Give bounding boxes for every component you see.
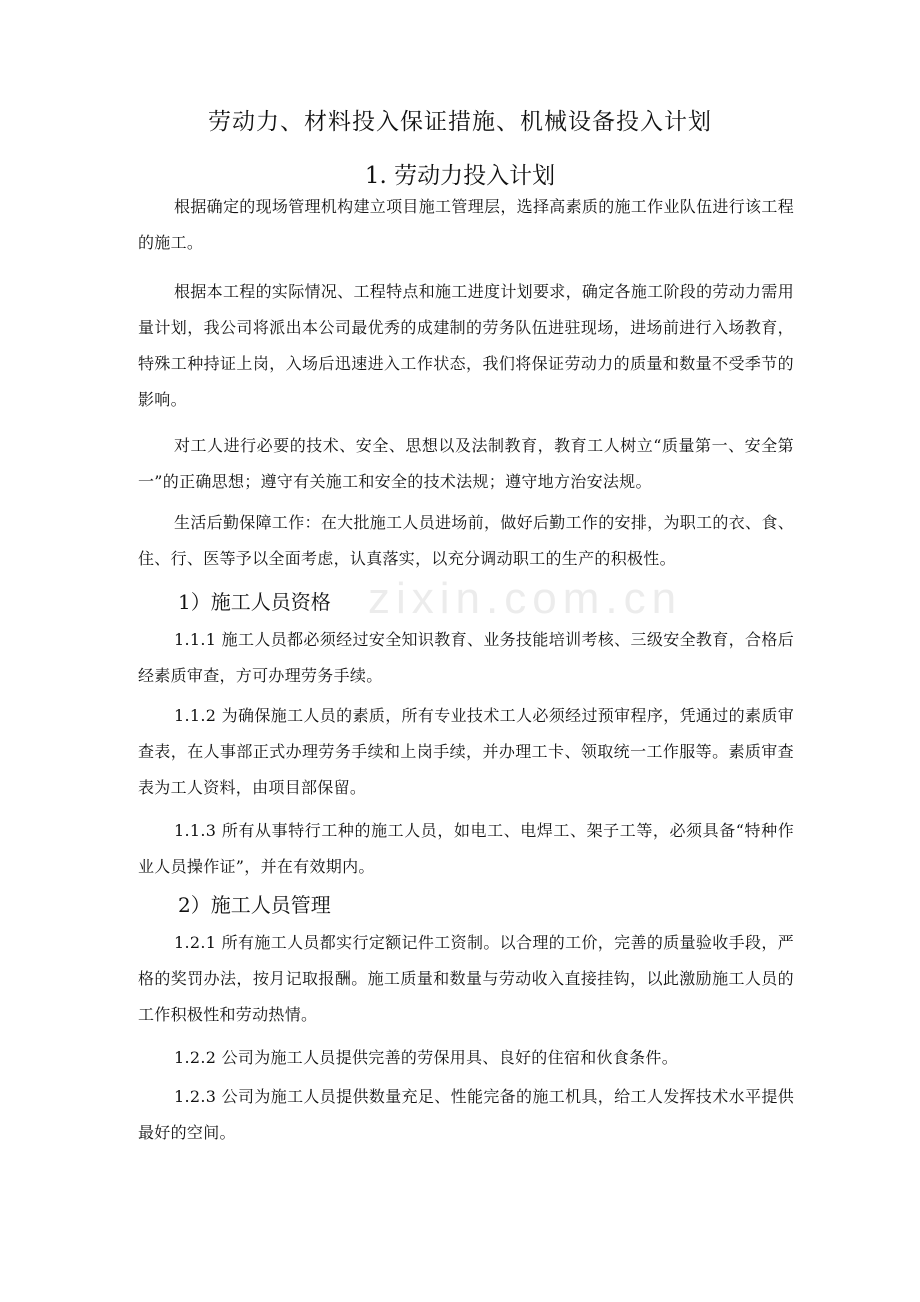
list-item: 1.2.3 公司为施工人员提供数量充足、性能完备的施工机具，给工人发挥技术水平提供最好的空间。 (138, 1087, 794, 1142)
subsection-heading: 2）施工人员管理 (178, 893, 331, 917)
list-item: 1.1.2 为确保施工人员的素质，所有专业技术工人必须经过预审程序，凭通过的素质审查表，在人事部正式办理劳务手续和上岗手续，并办理工卡、领取统一工作服等。素质审查表为工人资料，由项目部保留。 (138, 706, 794, 797)
paragraph: 根据确定的现场管理机构建立项目施工管理层，选择高素质的施工作业队伍进行该工程的施工。 (138, 197, 794, 252)
list-item: 1.2.2 公司为施工人员提供完善的劳保用具、良好的住宿和伙食条件。 (174, 1048, 678, 1067)
list-item: 1.1.3 所有从事特行工种的施工人员，如电工、电焊工、架子工等，必须具备“特种作业人员操作证”，并在有效期内。 (138, 821, 794, 876)
list-item: 1.2.1 所有施工人员都实行定额记件工资制。以合理的工价，完善的质量验收手段，严格的奖罚办法，按月记取报酬。施工质量和数量与劳动收入直接挂钩，以此激励施工人员的工作积极性和劳动热情。 (138, 933, 794, 1024)
paragraph: 生活后勤保障工作：在大批施工人员进场前，做好后勤工作的安排，为职工的衣、食、住、行、医等予以全面考虑，认真落实，以充分调动职工的生产的积极性。 (138, 513, 794, 568)
subsection-heading: 1）施工人员资格 (178, 590, 331, 614)
section-title: 1. 劳动力投入计划 (364, 163, 556, 189)
watermark: zixin.com.cn (368, 574, 683, 623)
document-title: 劳动力、材料投入保证措施、机械设备投入计划 (208, 109, 712, 135)
paragraph: 对工人进行必要的技术、安全、思想以及法制教育，教育工人树立“质量第一、安全第一”的正确思想；遵守有关施工和安全的技术法规；遵守地方治安法规。 (138, 436, 794, 491)
list-item: 1.1.1 施工人员都必须经过安全知识教育、业务技能培训考核、三级安全教育，合格后经素质审查，方可办理劳务手续。 (138, 630, 794, 685)
paragraph: 根据本工程的实际情况、工程特点和施工进度计划要求，确定各施工阶段的劳动力需用量计划，我公司将派出本公司最优秀的成建制的劳务队伍进驻现场，进场前进行入场教育，特殊工种持证上岗，入场后迅速进入工作状态，我们将保证劳动力的质量和数量不受季节的影响。 (138, 282, 794, 409)
